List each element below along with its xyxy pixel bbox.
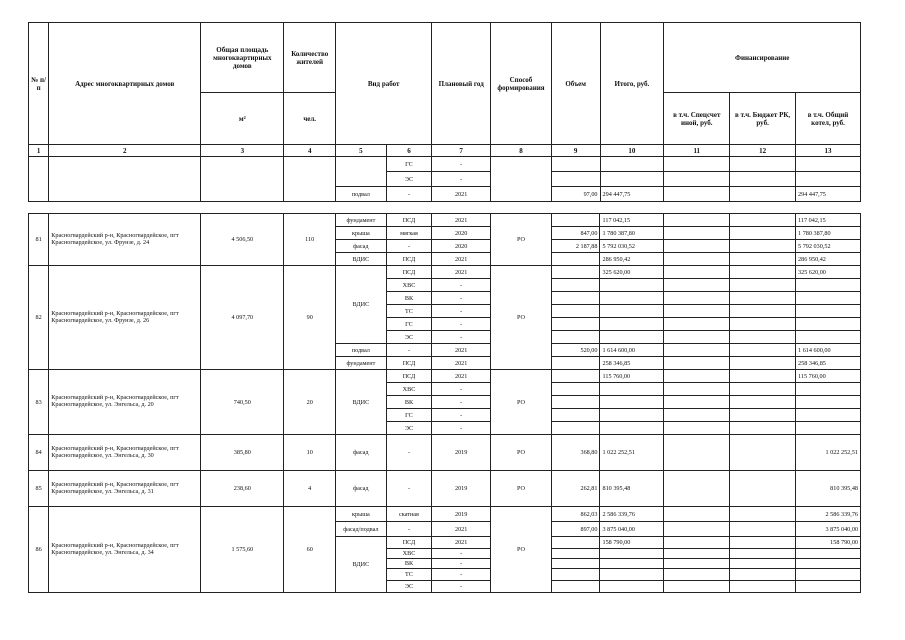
col-number: 4 — [284, 145, 336, 157]
cell-address: Красногвардейский р-н, Красногвардейское, пгт Красногвардейское, ул. Фрунзе, д. 26 — [49, 266, 201, 370]
cell-fin-budget — [730, 318, 796, 331]
cell-fin-special — [664, 422, 730, 435]
cell-subtype: ВК — [386, 396, 432, 409]
cell-fin-common — [796, 157, 861, 172]
cell-fin-special — [664, 435, 730, 471]
cell-work-type: ВДИС — [336, 370, 387, 435]
cell-year: - — [432, 409, 491, 422]
cell-subtype: ПСД — [386, 266, 432, 279]
cell-fin-budget — [730, 227, 796, 240]
cell-volume — [551, 422, 600, 435]
cell-subtype: - — [386, 240, 432, 253]
cell-total — [600, 383, 664, 396]
cell-fin-common — [796, 318, 861, 331]
col-number: 2 — [49, 145, 201, 157]
cell-fin-budget — [730, 214, 796, 227]
col-number: 3 — [201, 145, 284, 157]
header-work-type: Вид работ — [336, 23, 432, 145]
header-fin-common: в т.ч. Общий котел, руб. — [796, 93, 861, 145]
cell-fin-special — [664, 569, 730, 581]
cell-subtype: ХВС — [386, 383, 432, 396]
cell-fin-special — [664, 370, 730, 383]
cell-method: РО — [491, 370, 552, 435]
cell-residents: 10 — [284, 435, 336, 471]
cell-year: 2021 — [432, 266, 491, 279]
cell-total — [600, 422, 664, 435]
cell-total: 294 447,75 — [600, 187, 664, 202]
col-number: 9 — [551, 145, 600, 157]
header-fin-special: в т.ч. Спецсчет иной, руб. — [664, 93, 730, 145]
cell-method: РО — [491, 507, 552, 593]
cell-year: 2021 — [432, 253, 491, 266]
cell-subtype: ХВС — [386, 549, 432, 559]
cell-residents: 20 — [284, 370, 336, 435]
cell-year: 2020 — [432, 227, 491, 240]
cell-total: 158 790,00 — [600, 537, 664, 549]
cell-total — [600, 409, 664, 422]
cell-total — [600, 569, 664, 581]
col-number: 13 — [796, 145, 861, 157]
header-financing: Финансирование — [664, 23, 861, 93]
cell-residents: 90 — [284, 266, 336, 370]
cell-fin-special — [664, 292, 730, 305]
cell-fin-budget — [730, 396, 796, 409]
cell-total — [600, 279, 664, 292]
cell-method — [491, 157, 552, 202]
cell-fin-common: 117 042,15 — [796, 214, 861, 227]
cell-fin-budget — [730, 331, 796, 344]
cell-year: 2021 — [432, 522, 491, 537]
col-number: 12 — [730, 145, 796, 157]
cell-fin-common — [796, 396, 861, 409]
cell-fin-budget — [730, 370, 796, 383]
cell-subtype: мягкая — [386, 227, 432, 240]
cell-subtype: ПСД — [386, 357, 432, 370]
cell-fin-budget — [730, 305, 796, 318]
cell-fin-budget — [730, 187, 796, 202]
cell-fin-common: 158 790,00 — [796, 537, 861, 549]
cell-subtype: ВК — [386, 292, 432, 305]
cell-fin-budget — [730, 344, 796, 357]
cell-work-type: фундамент — [336, 357, 387, 370]
cell-volume — [551, 549, 600, 559]
cell-num: 83 — [29, 370, 49, 435]
cell-fin-common — [796, 172, 861, 187]
cell-fin-special — [664, 344, 730, 357]
cell-subtype: ТС — [386, 569, 432, 581]
col-number: 11 — [664, 145, 730, 157]
table-row — [29, 471, 861, 507]
cell-work-type: ВДИС — [336, 537, 387, 593]
cell-year: 2021 — [432, 187, 491, 202]
cell-volume: 847,00 — [551, 227, 600, 240]
cell-fin-special — [664, 253, 730, 266]
cell-fin-budget — [730, 383, 796, 396]
cell-fin-special — [664, 383, 730, 396]
cell-area — [201, 157, 284, 202]
cell-total: 258 346,85 — [600, 357, 664, 370]
cell-work-type: ВДИС — [336, 253, 387, 266]
cell-total — [600, 331, 664, 344]
cell-fin-special — [664, 559, 730, 569]
cell-subtype: ЭС — [386, 422, 432, 435]
capital-repair-table-body — [28, 213, 861, 593]
table-row — [29, 266, 861, 279]
cell-fin-special — [664, 227, 730, 240]
cell-fin-common: 1 614 600,00 — [796, 344, 861, 357]
cell-total: 3 875 040,00 — [600, 522, 664, 537]
cell-fin-budget — [730, 157, 796, 172]
cell-volume — [551, 383, 600, 396]
cell-fin-budget — [730, 253, 796, 266]
cell-residents: 60 — [284, 507, 336, 593]
cell-year: - — [432, 383, 491, 396]
cell-volume — [551, 157, 600, 172]
header-volume: Объем — [551, 23, 600, 145]
cell-subtype: ГС — [386, 409, 432, 422]
header-total: Итого, руб. — [600, 23, 664, 145]
cell-total: 2 586 339,76 — [600, 507, 664, 522]
cell-fin-special — [664, 537, 730, 549]
cell-fin-common — [796, 305, 861, 318]
cell-fin-special — [664, 214, 730, 227]
cell-total: 115 760,00 — [600, 370, 664, 383]
cell-total — [600, 305, 664, 318]
cell-fin-common — [796, 409, 861, 422]
cell-subtype: - — [386, 187, 432, 202]
cell-fin-budget — [730, 569, 796, 581]
cell-subtype: ЭС — [386, 172, 432, 187]
cell-fin-common: 286 950,42 — [796, 253, 861, 266]
cell-volume — [551, 537, 600, 549]
cell-subtype: ТС — [386, 305, 432, 318]
cell-year: - — [432, 396, 491, 409]
cell-fin-budget — [730, 422, 796, 435]
cell-subtype: ПСД — [386, 537, 432, 549]
cell-residents: 4 — [284, 471, 336, 507]
cell-total — [600, 559, 664, 569]
cell-fin-common: 810 395,48 — [796, 471, 861, 507]
cell-volume — [551, 370, 600, 383]
cell-fin-budget — [730, 357, 796, 370]
cell-total — [600, 581, 664, 593]
cell-area: 238,60 — [201, 471, 284, 507]
cell-work-type: подвал — [336, 344, 387, 357]
cell-fin-budget — [730, 507, 796, 522]
cell-fin-common: 115 760,00 — [796, 370, 861, 383]
header-residents: Количество жителей — [284, 23, 336, 93]
cell-volume — [551, 292, 600, 305]
col-number: 6 — [386, 145, 432, 157]
col-number: 5 — [336, 145, 387, 157]
cell-volume — [551, 569, 600, 581]
cell-total: 5 792 030,52 — [600, 240, 664, 253]
cell-volume — [551, 318, 600, 331]
cell-volume: 2 187,88 — [551, 240, 600, 253]
cell-fin-budget — [730, 266, 796, 279]
cell-fin-special — [664, 507, 730, 522]
cell-year: 2021 — [432, 537, 491, 549]
cell-work-type: фундамент — [336, 214, 387, 227]
header-planned-year: Плановый год — [432, 23, 491, 145]
cell-fin-special — [664, 471, 730, 507]
cell-fin-special — [664, 331, 730, 344]
cell-area: 4 097,70 — [201, 266, 284, 370]
cell-total: 117 042,15 — [600, 214, 664, 227]
cell-fin-special — [664, 357, 730, 370]
cell-fin-budget — [730, 522, 796, 537]
cell-total: 286 950,42 — [600, 253, 664, 266]
col-number: 7 — [432, 145, 491, 157]
table-row — [29, 157, 861, 172]
cell-area: 4 506,50 — [201, 214, 284, 266]
cell-area: 1 575,60 — [201, 507, 284, 593]
capital-repair-table — [28, 22, 861, 202]
cell-fin-common: 294 447,75 — [796, 187, 861, 202]
col-number: 10 — [600, 145, 664, 157]
cell-fin-budget — [730, 435, 796, 471]
cell-year: - — [432, 569, 491, 581]
cell-fin-special — [664, 522, 730, 537]
cell-method: РО — [491, 435, 552, 471]
cell-subtype: ВК — [386, 559, 432, 569]
cell-year: - — [432, 279, 491, 292]
cell-fin-budget — [730, 537, 796, 549]
cell-volume — [551, 266, 600, 279]
cell-year: 2019 — [432, 471, 491, 507]
cell-year: - — [432, 331, 491, 344]
cell-subtype: ПСД — [386, 253, 432, 266]
cell-fin-special — [664, 187, 730, 202]
cell-work-type: крыша — [336, 227, 387, 240]
cell-total — [600, 549, 664, 559]
cell-total: 810 395,48 — [600, 471, 664, 507]
cell-year: 2019 — [432, 507, 491, 522]
cell-volume — [551, 172, 600, 187]
cell-fin-common — [796, 549, 861, 559]
cell-volume: 862,03 — [551, 507, 600, 522]
cell-address: Красногвардейский р-н, Красногвардейское, пгт Красногвардейское, ул. Энгельса, д. 31 — [49, 471, 201, 507]
cell-total: 1 780 387,80 — [600, 227, 664, 240]
cell-fin-common: 325 620,00 — [796, 266, 861, 279]
cell-subtype: - — [386, 344, 432, 357]
cell-total — [600, 318, 664, 331]
cell-year: - — [432, 172, 491, 187]
cell-fin-special — [664, 305, 730, 318]
cell-fin-common — [796, 331, 861, 344]
cell-num — [29, 157, 49, 202]
cell-volume — [551, 253, 600, 266]
cell-volume — [551, 559, 600, 569]
cell-fin-common: 1 780 387,80 — [796, 227, 861, 240]
cell-work-type: фасад — [336, 435, 387, 471]
cell-volume — [551, 305, 600, 318]
cell-total — [600, 157, 664, 172]
cell-work-type: фасад — [336, 240, 387, 253]
cell-year: - — [432, 292, 491, 305]
cell-fin-budget — [730, 240, 796, 253]
cell-fin-special — [664, 581, 730, 593]
cell-fin-special — [664, 396, 730, 409]
cell-work-type: фасад — [336, 471, 387, 507]
cell-subtype: ПСД — [386, 214, 432, 227]
cell-total — [600, 172, 664, 187]
cell-num: 81 — [29, 214, 49, 266]
cell-fin-common — [796, 422, 861, 435]
cell-address — [49, 157, 201, 202]
cell-fin-common: 2 586 339,76 — [796, 507, 861, 522]
cell-volume — [551, 331, 600, 344]
cell-fin-budget — [730, 279, 796, 292]
cell-volume — [551, 214, 600, 227]
cell-fin-common: 1 022 252,51 — [796, 435, 861, 471]
cell-subtype: скатная — [386, 507, 432, 522]
cell-year: 2021 — [432, 214, 491, 227]
header-area: Общая площадь многоквартирных домов — [201, 23, 284, 93]
cell-year: - — [432, 549, 491, 559]
cell-fin-common: 3 875 040,00 — [796, 522, 861, 537]
cell-fin-budget — [730, 409, 796, 422]
cell-volume: 368,80 — [551, 435, 600, 471]
cell-subtype: - — [386, 522, 432, 537]
cell-subtype: ЭС — [386, 331, 432, 344]
cell-num: 82 — [29, 266, 49, 370]
cell-year: 2021 — [432, 357, 491, 370]
cell-num: 85 — [29, 471, 49, 507]
cell-fin-special — [664, 266, 730, 279]
header-fin-budget: в т.ч. Бюджет РК, руб. — [730, 93, 796, 145]
cell-volume — [551, 396, 600, 409]
cell-address: Красногвардейский р-н, Красногвардейское, пгт Красногвардейское, ул. Фрунзе, д. 24 — [49, 214, 201, 266]
column-number-row — [29, 145, 861, 157]
cell-volume: 520,00 — [551, 344, 600, 357]
header-area-unit: м² — [201, 93, 284, 145]
cell-fin-special — [664, 409, 730, 422]
cell-year: 2021 — [432, 370, 491, 383]
cell-subtype: ГС — [386, 157, 432, 172]
cell-subtype: ХВС — [386, 279, 432, 292]
cell-area: 385,80 — [201, 435, 284, 471]
cell-fin-budget — [730, 559, 796, 569]
cell-fin-budget — [730, 292, 796, 305]
cell-fin-common — [796, 383, 861, 396]
cell-num: 84 — [29, 435, 49, 471]
cell-year: - — [432, 581, 491, 593]
cell-work-type: фасад/подвал — [336, 522, 387, 537]
cell-num: 86 — [29, 507, 49, 593]
cell-work-type: ВДИС — [336, 266, 387, 344]
cell-year: 2020 — [432, 240, 491, 253]
cell-volume — [551, 357, 600, 370]
cell-volume — [551, 409, 600, 422]
table-row — [29, 507, 861, 522]
cell-work-type: крыша — [336, 507, 387, 522]
cell-fin-special — [664, 318, 730, 331]
cell-fin-common — [796, 279, 861, 292]
header-formation-method: Способ формирования — [491, 23, 552, 145]
header-num: № п/п — [29, 23, 49, 145]
cell-subtype: - — [386, 471, 432, 507]
cell-year: 2021 — [432, 344, 491, 357]
cell-fin-budget — [730, 471, 796, 507]
cell-fin-special — [664, 157, 730, 172]
cell-year: 2019 — [432, 435, 491, 471]
cell-address: Красногвардейский р-н, Красногвардейское, пгт Красногвардейское, ул. Энгельса, д. 20 — [49, 370, 201, 435]
cell-year: - — [432, 422, 491, 435]
cell-residents: 110 — [284, 214, 336, 266]
cell-fin-common: 258 346,85 — [796, 357, 861, 370]
cell-year: - — [432, 305, 491, 318]
cell-total: 1 614 600,00 — [600, 344, 664, 357]
cell-address: Красногвардейский р-н, Красногвардейское, пгт Красногвардейское, ул. Энгельса, д. 30 — [49, 435, 201, 471]
cell-volume: 897,00 — [551, 522, 600, 537]
cell-fin-special — [664, 172, 730, 187]
cell-fin-common — [796, 569, 861, 581]
cell-year: - — [432, 559, 491, 569]
cell-total — [600, 396, 664, 409]
cell-fin-budget — [730, 172, 796, 187]
cell-subtype: - — [386, 435, 432, 471]
cell-subtype: ПСД — [386, 370, 432, 383]
cell-method: РО — [491, 471, 552, 507]
cell-method: РО — [491, 214, 552, 266]
cell-fin-common: 5 792 030,52 — [796, 240, 861, 253]
cell-total — [600, 292, 664, 305]
col-number: 8 — [491, 145, 552, 157]
cell-year: - — [432, 157, 491, 172]
cell-address: Красногвардейский р-н, Красногвардейское, пгт Красногвардейское, ул. Энгельса, д. 34 — [49, 507, 201, 593]
table-row — [29, 370, 861, 383]
header-residents-unit: чел. — [284, 93, 336, 145]
cell-fin-special — [664, 240, 730, 253]
cell-fin-budget — [730, 549, 796, 559]
cell-subtype: ЭС — [386, 581, 432, 593]
cell-subtype: ГС — [386, 318, 432, 331]
header-address: Адрес многоквартирных домов — [49, 23, 201, 145]
cell-volume: 262,81 — [551, 471, 600, 507]
cell-year: - — [432, 318, 491, 331]
cell-area: 740,50 — [201, 370, 284, 435]
cell-fin-common — [796, 581, 861, 593]
table-row — [29, 435, 861, 471]
col-number: 1 — [29, 145, 49, 157]
cell-fin-common — [796, 559, 861, 569]
cell-fin-budget — [730, 581, 796, 593]
cell-work-type — [336, 157, 387, 187]
cell-method: РО — [491, 266, 552, 370]
cell-volume — [551, 581, 600, 593]
cell-work-type: подвал — [336, 187, 387, 202]
cell-fin-common — [796, 292, 861, 305]
cell-total: 325 620,00 — [600, 266, 664, 279]
cell-fin-special — [664, 279, 730, 292]
cell-fin-special — [664, 549, 730, 559]
cell-volume: 97,00 — [551, 187, 600, 202]
cell-volume — [551, 279, 600, 292]
cell-total: 1 022 252,51 — [600, 435, 664, 471]
cell-residents — [284, 157, 336, 202]
table-row — [29, 214, 861, 227]
